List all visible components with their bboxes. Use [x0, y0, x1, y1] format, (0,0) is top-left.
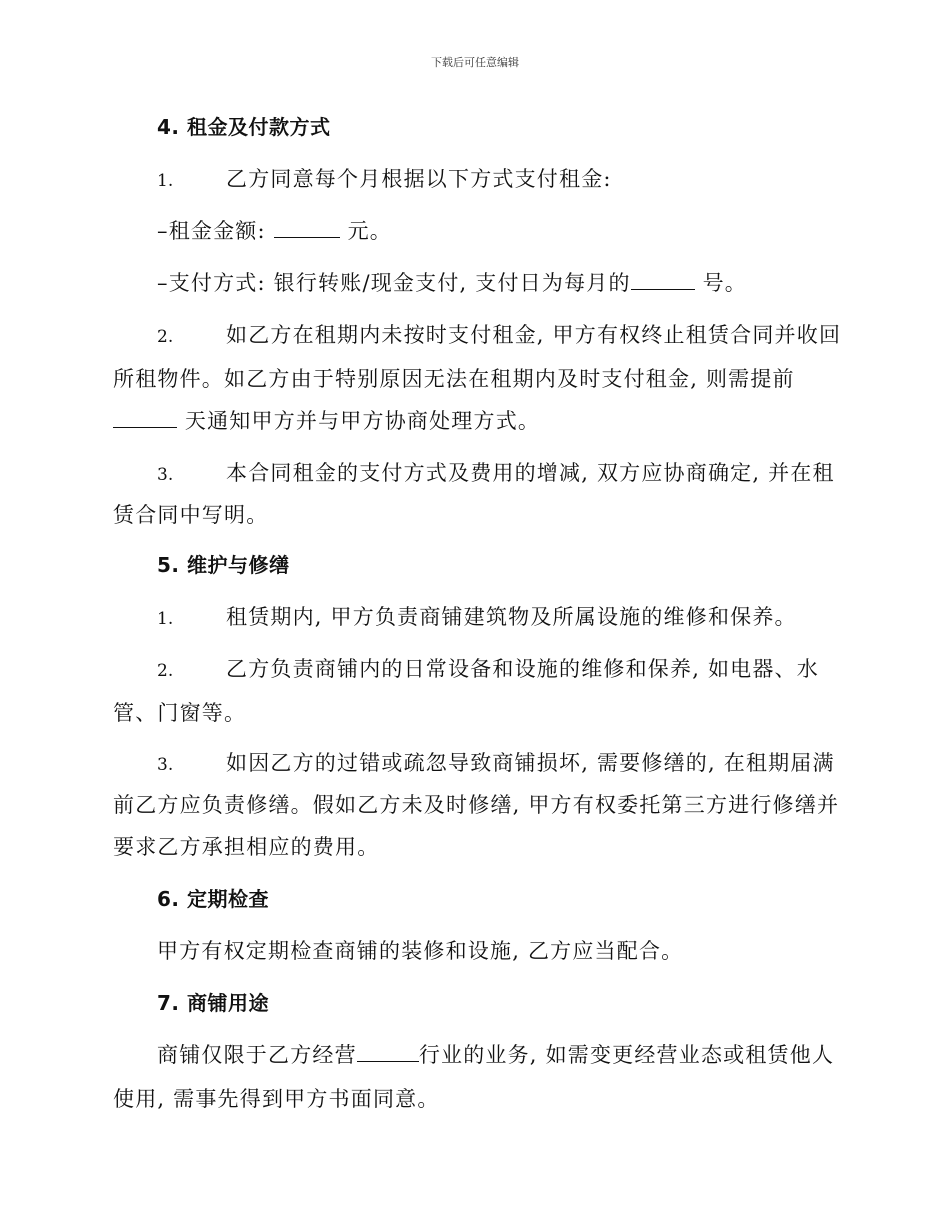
notice-days-text: 天通知甲方并与甲方协商处理方式。	[184, 409, 541, 433]
payment-method-line	[157, 268, 747, 298]
section-5-heading: 5. 维护与修缮	[157, 553, 290, 577]
section-4-item-2-cont: 所租物件。如乙方由于特别原因无法在租期内及时支付租金, 则需提前	[113, 367, 795, 391]
section-7-heading: 7. 商铺用途	[157, 991, 269, 1015]
section-4-heading: 4. 租金及付款方式	[157, 115, 331, 139]
section-5-item-2	[157, 654, 819, 686]
notice-days-blank	[113, 407, 177, 428]
rent-amount-label: –租金金额:	[157, 219, 266, 243]
section-4-item-3	[157, 458, 835, 490]
business-scope-cont: 使用, 需事先得到甲方书面同意。	[113, 1087, 440, 1111]
rent-amount-line	[157, 216, 392, 246]
section-6-text: 甲方有权定期检查商铺的装修和设施, 乙方应当配合。	[157, 939, 684, 963]
page-header-note: 下载后可任意编辑	[431, 56, 519, 69]
item-text: 乙方同意每个月根据以下方式支付租金:	[226, 167, 612, 191]
section-6-heading: 6. 定期检查	[157, 887, 269, 911]
section-5-item-3-cont2: 要求乙方承担相应的费用。	[113, 835, 380, 859]
item-number: 1.	[157, 609, 174, 629]
business-type-blank	[357, 1041, 419, 1062]
item-number: 3.	[157, 465, 174, 485]
payment-day-unit: 号。	[702, 271, 747, 295]
section-5-item-3-cont: 前乙方应负责修缮。假如乙方未及时修缮, 甲方有权委托第三方进行修缮并	[113, 793, 840, 817]
item-text: 乙方负责商铺内的日常设备和设施的维修和保养, 如电器、水	[226, 657, 819, 681]
item-text: 如因乙方的过错或疏忽导致商铺损坏, 需要修缮的, 在租期届满	[226, 751, 835, 775]
item-number: 1.	[157, 171, 174, 191]
item-text: 如乙方在租期内未按时支付租金, 甲方有权终止租赁合同并收回	[226, 323, 842, 347]
section-5-item-1	[157, 602, 797, 634]
section-4-item-1	[157, 164, 612, 196]
business-scope-suffix: 行业的业务, 如需变更经营业态或租赁他人	[418, 1043, 835, 1067]
item-number: 2.	[157, 327, 174, 347]
notice-days-line	[113, 406, 540, 436]
section-5-item-2-cont: 管、门窗等。	[113, 701, 247, 725]
section-4-item-2	[157, 320, 841, 352]
payment-method-text: –支付方式: 银行转账/现金支付, 支付日为每月的	[157, 271, 631, 295]
business-scope-prefix: 商铺仅限于乙方经营	[157, 1043, 357, 1067]
rent-amount-blank	[274, 217, 340, 238]
item-text: 本合同租金的支付方式及费用的增减, 双方应协商确定, 并在租	[226, 461, 835, 485]
item-number: 3.	[157, 755, 174, 775]
section-5-item-3	[157, 748, 835, 780]
rent-amount-unit: 元。	[347, 219, 392, 243]
item-number: 2.	[157, 661, 174, 681]
section-4-item-3-cont: 赁合同中写明。	[113, 503, 269, 527]
payment-day-blank	[631, 269, 695, 290]
item-text: 租赁期内, 甲方负责商铺建筑物及所属设施的维修和保养。	[226, 605, 797, 629]
business-scope-line	[157, 1040, 834, 1070]
